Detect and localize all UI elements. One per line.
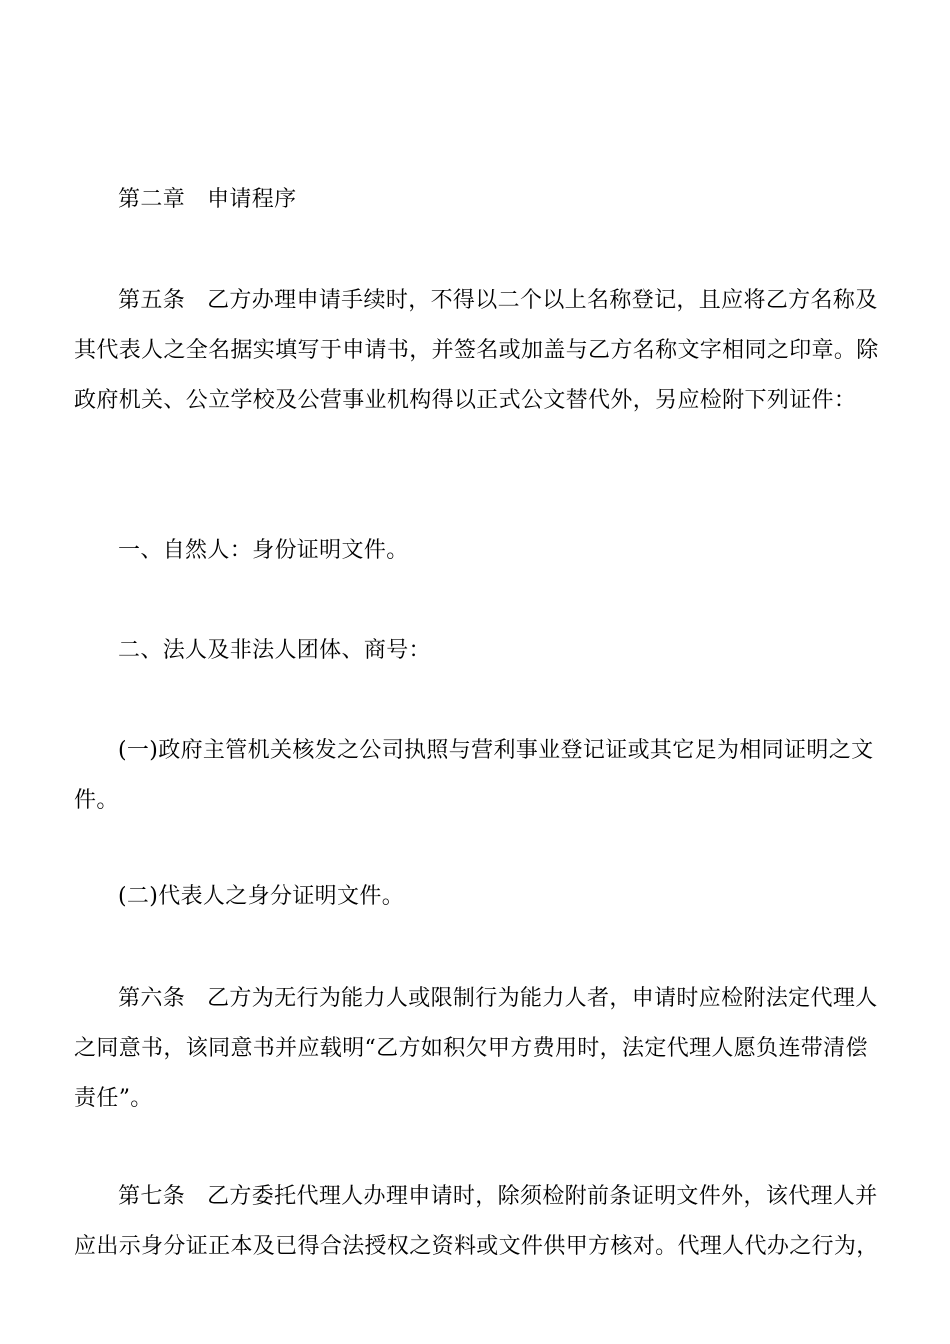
article-5-line-2: 其代表人之全名据实填写于申请书，并签名或加盖与乙方名称文字相同之印章。除 xyxy=(74,338,879,363)
article-6-label: 第六条 xyxy=(118,986,186,1011)
article-7-label: 第七条 xyxy=(118,1184,186,1209)
article-7-line-1 xyxy=(118,1182,878,1212)
article-6-text-1: 乙方为无行为能力人或限制行为能力人者，申请时应检附法定代理人 xyxy=(207,986,878,1011)
article-6-line-1 xyxy=(118,984,878,1014)
sub-item-1-line-2: 件。 xyxy=(74,788,119,813)
article-5-line-1 xyxy=(118,286,878,316)
list-item-natural-person: 一、自然人：身份证明文件。 xyxy=(118,538,409,563)
article-7-text-1: 乙方委托代理人办理申请时，除须检附前条证明文件外，该代理人并 xyxy=(207,1184,878,1209)
article-6-line-3: 责任”。 xyxy=(74,1086,153,1111)
sub-item-2: (二)代表人之身分证明文件。 xyxy=(118,884,405,909)
article-5-line-3: 政府机关、公立学校及公营事业机构得以正式公文替代外，另应检附下列证件： xyxy=(74,388,857,413)
sub-item-1-line-1: (一)政府主管机关核发之公司执照与营利事业登记证或其它足为相同证明之文 xyxy=(118,738,874,763)
chapter-title: 申请程序 xyxy=(207,187,297,212)
article-6-line-2: 之同意书，该同意书并应载明“乙方如积欠甲方费用时，法定代理人愿负连带清偿 xyxy=(74,1036,868,1061)
list-item-legal-entity: 二、法人及非法人团体、商号： xyxy=(118,638,431,663)
chapter-heading xyxy=(118,185,296,215)
article-5-text-1: 乙方办理申请手续时，不得以二个以上名称登记，且应将乙方名称及 xyxy=(207,288,878,313)
article-7-line-2: 应出示身分证正本及已得合法授权之资料或文件供甲方核对。代理人代办之行为， xyxy=(74,1234,879,1259)
article-5-label: 第五条 xyxy=(118,288,186,313)
chapter-label: 第二章 xyxy=(118,187,186,212)
